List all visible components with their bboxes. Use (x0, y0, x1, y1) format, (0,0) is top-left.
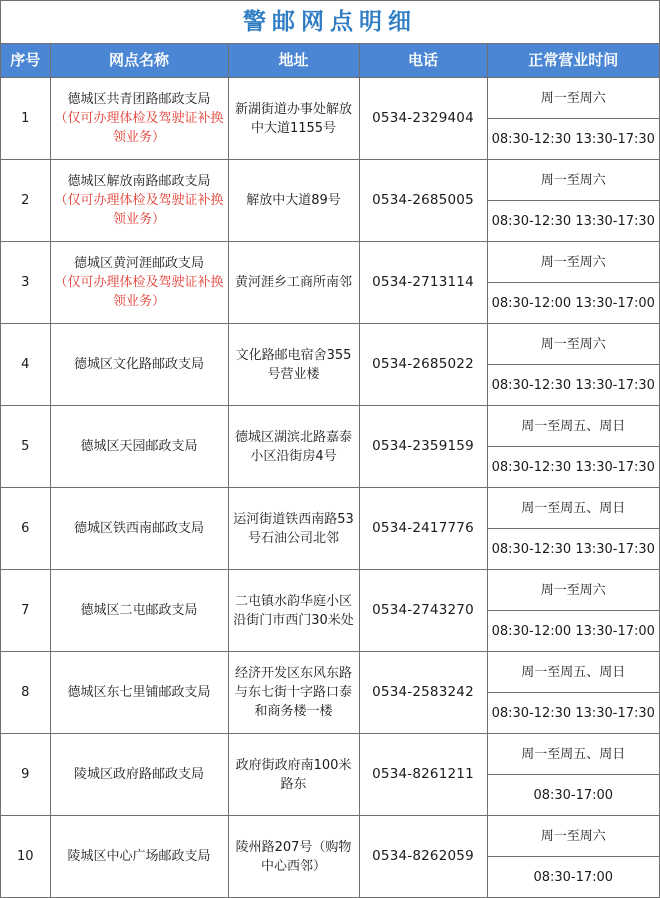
outlet-name: 德城区文化路邮政支局 (73, 357, 204, 372)
outlet-open-hours: 08:30-12:00 13:30-17:00 (487, 611, 659, 652)
header-name: 网点名称 (50, 44, 228, 78)
table-row (1, 488, 659, 529)
table-row (1, 324, 659, 365)
outlet-service-note: （仅可办理体检及驾驶证补换领业务） (54, 193, 224, 227)
outlet-address: 运河街道铁西南路53号石油公司北邻 (228, 488, 359, 570)
outlet-address: 解放中大道89号 (228, 160, 359, 242)
row-index: 3 (1, 242, 50, 324)
outlet-open-days: 周一至周五、周日 (487, 406, 659, 447)
outlet-address: 经济开发区东风东路与东七街十字路口泰和商务楼一楼 (228, 652, 359, 734)
outlet-name: 德城区天园邮政支局 (80, 439, 198, 454)
outlet-service-note: （仅可办理体检及驾驶证补换领业务） (54, 111, 224, 145)
outlet-name: 德城区二屯邮政支局 (80, 603, 198, 618)
table-header-row (1, 44, 659, 78)
header-index: 序号 (1, 44, 50, 78)
outlet-open-days: 周一至周五、周日 (487, 652, 659, 693)
outlet-open-hours: 08:30-12:30 13:30-17:30 (487, 693, 659, 734)
outlet-name: 陵城区政府路邮政支局 (73, 767, 204, 782)
row-index: 7 (1, 570, 50, 652)
row-index: 5 (1, 406, 50, 488)
outlet-name: 德城区黄河涯邮政支局 (73, 256, 204, 271)
outlet-name-cell (50, 406, 228, 488)
row-index: 1 (1, 78, 50, 160)
header-phone: 电话 (359, 44, 487, 78)
outlet-open-hours: 08:30-12:30 13:30-17:30 (487, 529, 659, 570)
outlet-open-hours: 08:30-12:00 13:30-17:00 (487, 283, 659, 324)
outlet-name: 德城区共青团路邮政支局 (67, 92, 211, 107)
outlet-open-days: 周一至周五、周日 (487, 488, 659, 529)
outlet-open-days: 周一至周六 (487, 78, 659, 119)
row-index: 6 (1, 488, 50, 570)
outlet-open-hours: 08:30-17:00 (487, 775, 659, 816)
outlet-open-days: 周一至周五、周日 (487, 734, 659, 775)
table-row (1, 242, 659, 283)
table-row (1, 816, 659, 857)
outlet-open-hours: 08:30-12:30 13:30-17:30 (487, 201, 659, 242)
outlet-open-days: 周一至周六 (487, 816, 659, 857)
outlet-name-cell (50, 324, 228, 406)
page-title: 警邮网点明细 (1, 1, 659, 44)
outlet-phone: 0534-2583242 (359, 652, 487, 734)
row-index: 9 (1, 734, 50, 816)
table-row (1, 78, 659, 119)
row-index: 4 (1, 324, 50, 406)
outlet-phone: 0534-8261211 (359, 734, 487, 816)
table-row (1, 570, 659, 611)
outlet-table (1, 44, 659, 898)
outlet-address: 二屯镇水韵华庭小区沿街门市西门30米处 (228, 570, 359, 652)
table-row (1, 652, 659, 693)
table-row (1, 734, 659, 775)
outlet-open-hours: 08:30-17:00 (487, 857, 659, 898)
header-address: 地址 (228, 44, 359, 78)
outlet-open-hours: 08:30-12:30 13:30-17:30 (487, 365, 659, 406)
outlet-open-hours: 08:30-12:30 13:30-17:30 (487, 447, 659, 488)
row-index: 2 (1, 160, 50, 242)
outlet-service-note: （仅可办理体检及驾驶证补换领业务） (54, 275, 224, 309)
outlet-address: 黄河涯乡工商所南邻 (228, 242, 359, 324)
outlet-name-cell (50, 160, 228, 242)
outlet-name: 德城区铁西南邮政支局 (73, 521, 204, 536)
outlet-address: 新湖街道办事处解放中大道1155号 (228, 78, 359, 160)
outlet-phone: 0534-2685005 (359, 160, 487, 242)
outlet-name: 陵城区中心广场邮政支局 (67, 849, 211, 864)
outlet-address: 德城区湖滨北路嘉泰小区沿街房4号 (228, 406, 359, 488)
table-body (1, 78, 659, 898)
outlet-name-cell (50, 816, 228, 898)
outlet-name-cell (50, 734, 228, 816)
outlet-open-hours: 08:30-12:30 13:30-17:30 (487, 119, 659, 160)
outlet-name-cell (50, 652, 228, 734)
table-row (1, 406, 659, 447)
outlet-open-days: 周一至周六 (487, 570, 659, 611)
outlet-name: 德城区东七里铺邮政支局 (67, 685, 211, 700)
outlet-name-cell (50, 488, 228, 570)
outlet-address: 文化路邮电宿舍355号营业楼 (228, 324, 359, 406)
outlet-name: 德城区解放南路邮政支局 (67, 174, 211, 189)
header-hours: 正常营业时间 (487, 44, 659, 78)
table-row (1, 160, 659, 201)
outlet-phone: 0534-2743270 (359, 570, 487, 652)
outlet-phone: 0534-8262059 (359, 816, 487, 898)
outlet-name-cell (50, 242, 228, 324)
outlet-phone: 0534-2359159 (359, 406, 487, 488)
row-index: 10 (1, 816, 50, 898)
outlet-name-cell (50, 570, 228, 652)
outlet-open-days: 周一至周六 (487, 160, 659, 201)
row-index: 8 (1, 652, 50, 734)
outlet-name-cell (50, 78, 228, 160)
outlet-phone: 0534-2685022 (359, 324, 487, 406)
outlet-open-days: 周一至周六 (487, 242, 659, 283)
outlet-address: 陵州路207号（购物中心西邻） (228, 816, 359, 898)
outlet-address: 政府街政府南100米路东 (228, 734, 359, 816)
outlet-phone: 0534-2713114 (359, 242, 487, 324)
outlet-phone: 0534-2417776 (359, 488, 487, 570)
outlet-open-days: 周一至周六 (487, 324, 659, 365)
outlet-phone: 0534-2329404 (359, 78, 487, 160)
